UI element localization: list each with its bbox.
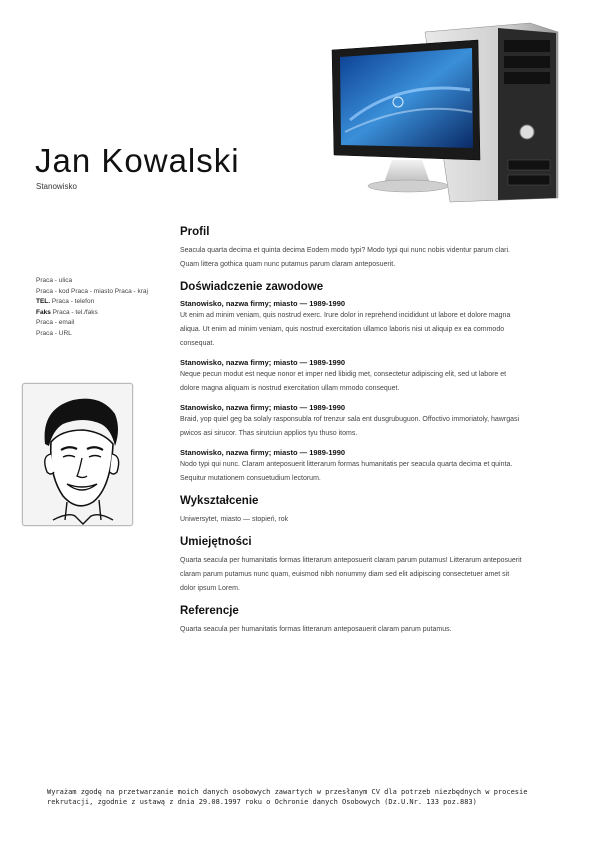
job-description: Ut enim ad minim veniam, quis nostrud exerc. Irure dolor in reprehend incididunt ut labore et dolore magna aliqua. Ut enim ad minim veniam, quis nostrud exercitation ullamco laboris nisi ut aliquip ex ea commodo consequat. — [180, 312, 511, 347]
phone-label: TEL. — [36, 298, 51, 305]
job-title: Stanowisko, nazwa firmy; miasto — 1989-1990 — [180, 299, 346, 308]
job-title: Stanowisko, nazwa firmy; miasto — 1989-1990 — [180, 448, 346, 457]
profile-heading: Profil — [180, 226, 210, 238]
experience-section — [180, 281, 525, 486]
main-content — [180, 226, 525, 646]
experience-heading: Doświadczenie zawodowe — [180, 281, 324, 293]
portrait-photo — [22, 383, 133, 526]
candidate-position: Stanowisko — [36, 182, 77, 191]
job-entry — [180, 448, 525, 486]
contact-city: Praca - kod Praca - miasto Praca - kraj — [36, 287, 148, 295]
references-text: Quarta seacula per humanitatis formas litterarum anteposauerit claram parum putamus. — [180, 626, 452, 633]
desktop-computer-icon — [330, 20, 560, 205]
fax-value: Praca - tel./faks — [52, 308, 98, 316]
gdpr-consent-clause: Wyrażam zgodę na przetwarzanie moich danych osobowych zawartych w przesłanym CV dla potrzeb niezbędnych w procesie rekrutacji, zgodnie z ustawą z dnia 29.08.1997 roku o Ochronie danych Osobowych (Dz.U.Nr. 133 poz.883) — [47, 788, 528, 806]
education-heading: Wykształcenie — [180, 495, 259, 507]
job-entry — [180, 299, 525, 351]
fax-label: Faks — [36, 308, 51, 316]
profile-section — [180, 226, 525, 272]
references-section — [180, 605, 525, 637]
education-text: Uniwersytet, miasto — stopień, rok — [180, 516, 289, 523]
contact-url: Praca - URL — [36, 329, 72, 337]
skills-text: Quarta seacula per humanitatis formas litterarum anteposuerit claram parum putamus! Litterarum anteposuerit claram parum putamus nunc quam, euismod nibh nonummy diam sed elit adipiscing consectetuer amet sit dolor ipsum Lorem. — [180, 557, 522, 592]
job-description: Braid, yop quiel geg ba solaly rasponsubla rof trenzur sala ent dusgrubuguon. Offoctivo immoriatoly, hawrgasi pwicos asi sirucor. Thas sirutciun applios tyu thuso itoms. — [180, 416, 520, 437]
contact-phone — [36, 297, 148, 308]
job-entry — [180, 358, 525, 396]
contact-block — [36, 276, 148, 339]
skills-section — [180, 536, 525, 596]
job-title: Stanowisko, nazwa firmy; miasto — 1989-1990 — [180, 358, 346, 367]
references-heading: Referencje — [180, 605, 239, 617]
portrait-sketch-icon — [23, 384, 132, 525]
contact-email: Praca - email — [36, 319, 75, 326]
candidate-name: Jan Kowalski — [35, 142, 240, 179]
job-entry — [180, 403, 525, 441]
job-description: Nodo typi qui nunc. Claram anteposuerit litterarum formas humanitatis per seacula quarta decima et quinta. Sequitur mutationem consuetudium lectorum. — [180, 461, 513, 482]
contact-fax — [36, 308, 148, 319]
job-description: Neque pecun modut est neque nonor et imper ned libidig met, consectetur adipiscing elit, sed ut labore et dolore magna aliquam is nostrud exercitation ullam mmodo consequet. — [180, 371, 507, 392]
skills-heading: Umiejętności — [180, 536, 252, 548]
job-title: Stanowisko, nazwa firmy; miasto — 1989-1990 — [180, 403, 346, 412]
phone-value: Praca - telefon — [51, 298, 95, 305]
contact-street: Praca - ulica — [36, 277, 73, 284]
profile-text: Seacula quarta decima et quinta decima Eodem modo typi? Modo typi qui nunc nobis videntur parum clari. Quam littera gothica quam nunc putamus parum claram anteposuerit. — [180, 247, 510, 268]
education-section — [180, 495, 525, 527]
